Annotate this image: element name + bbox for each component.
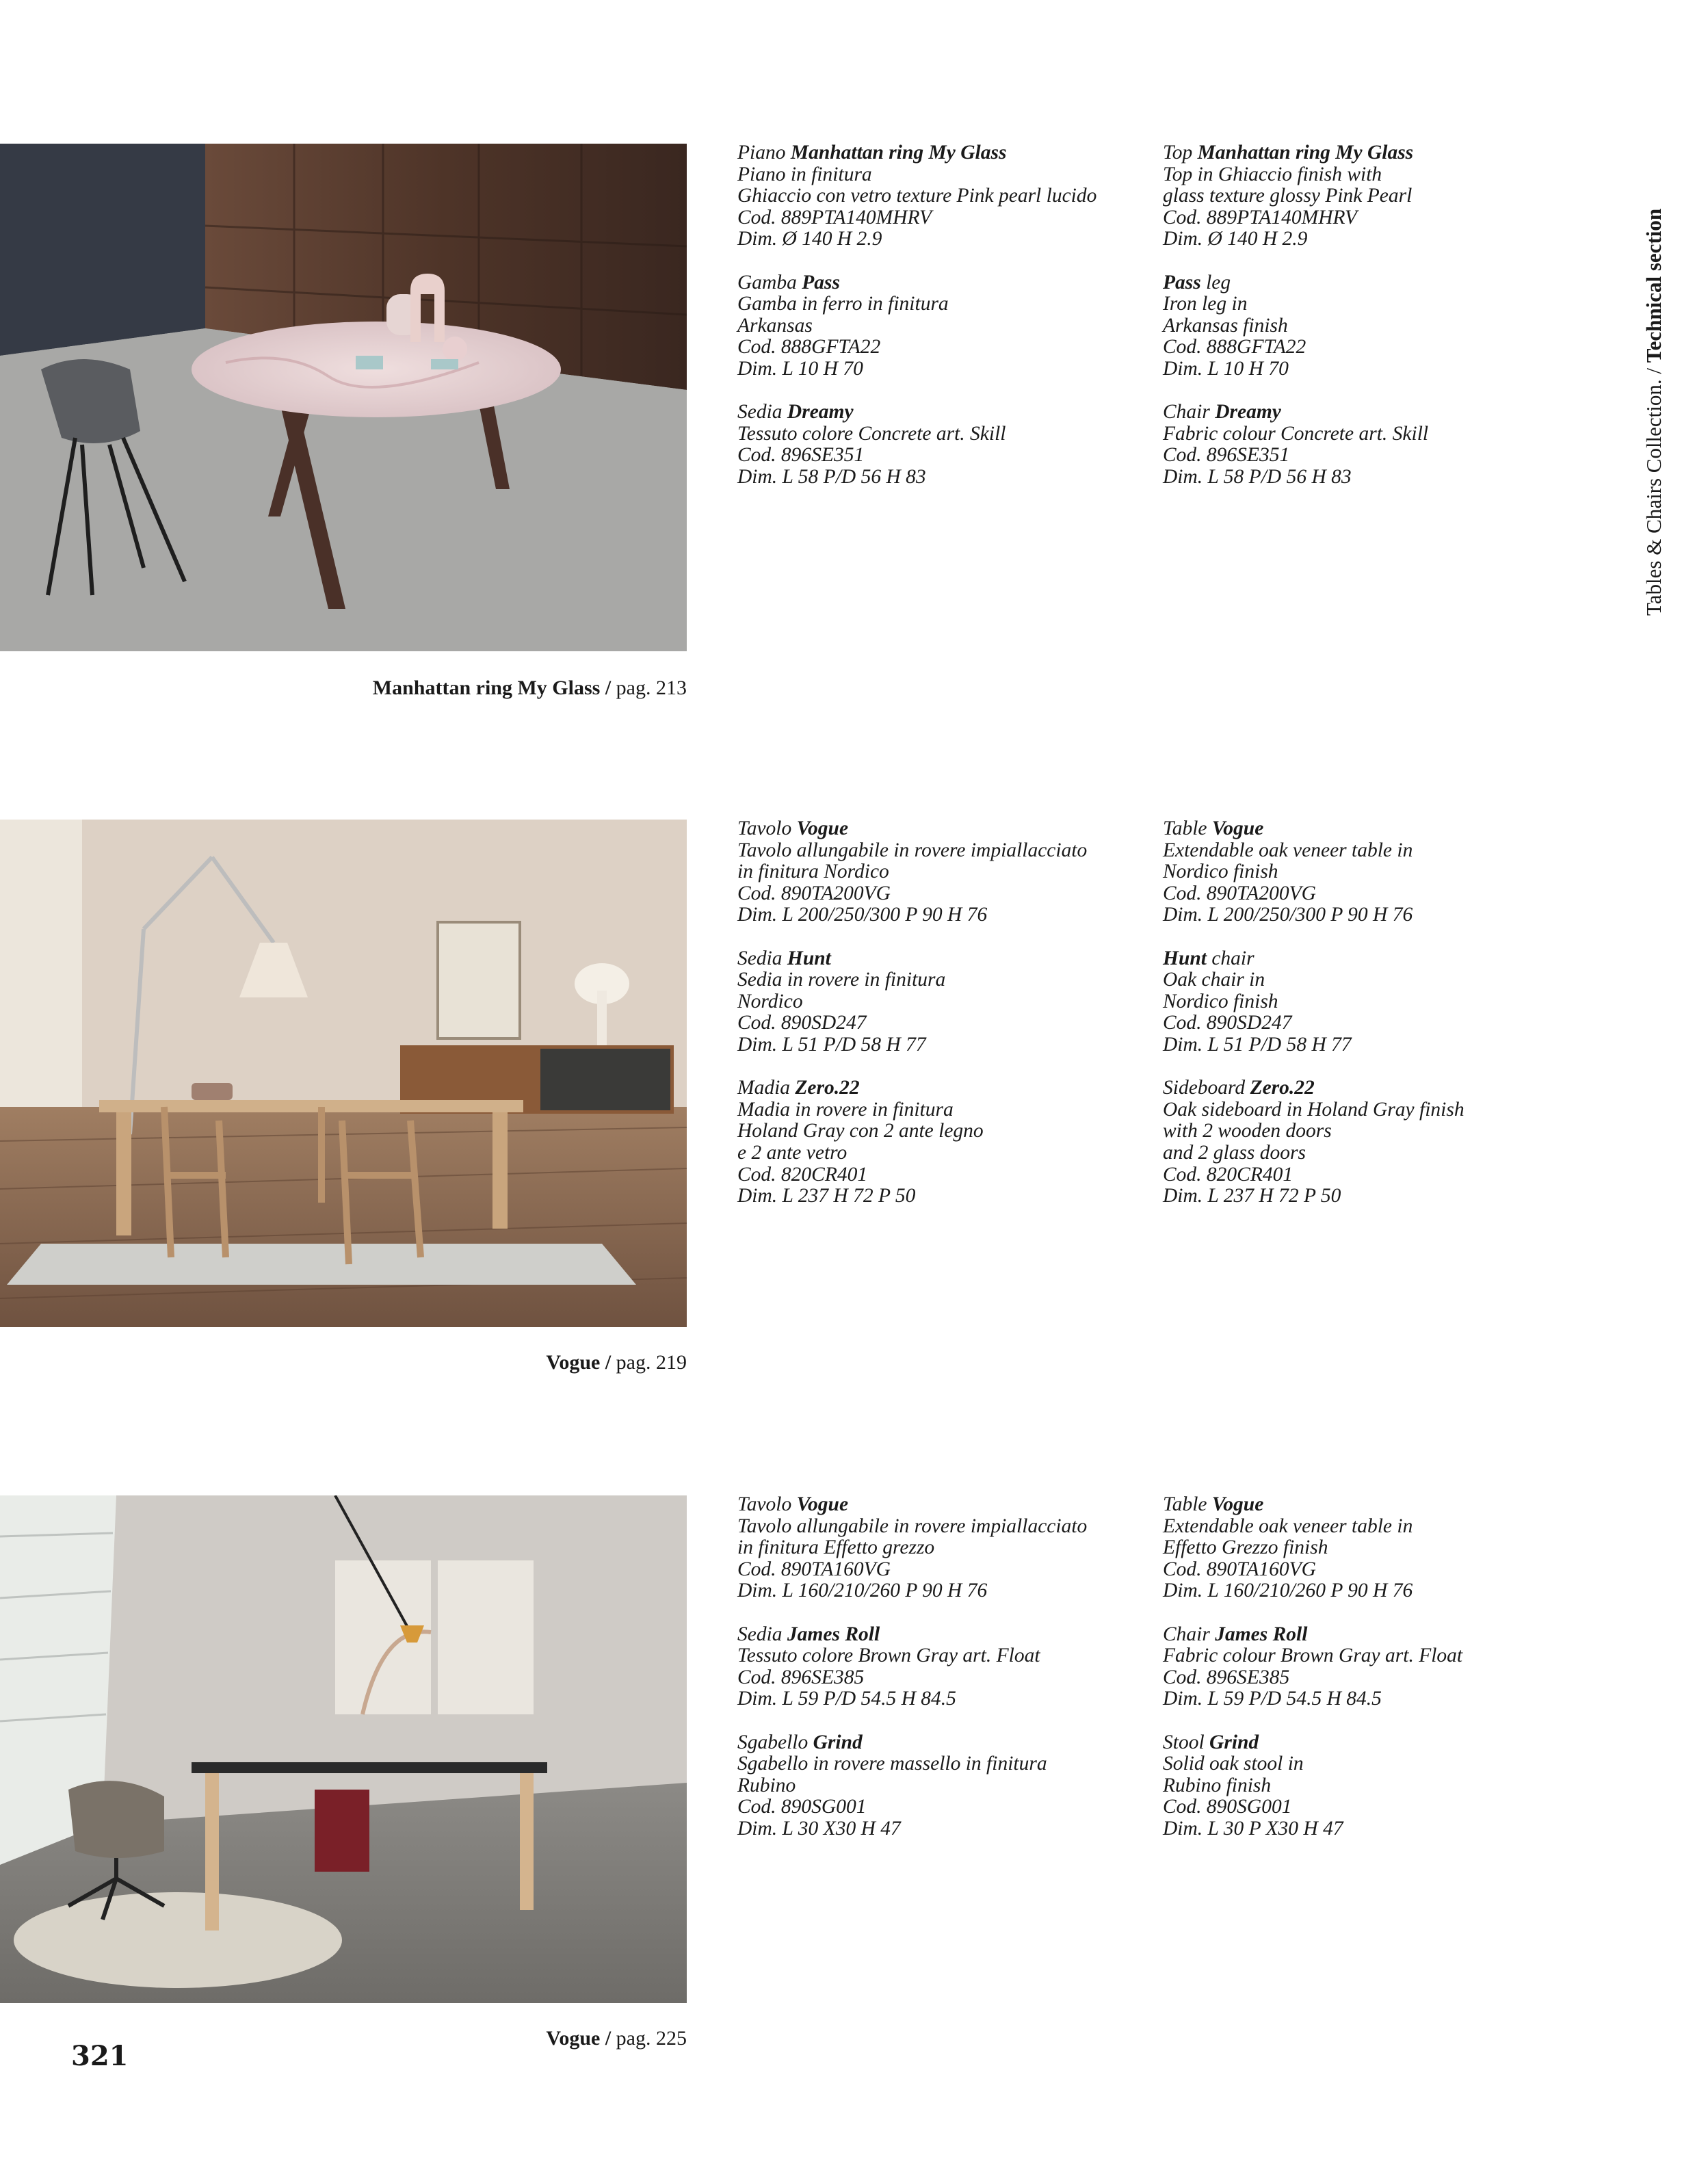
spec-line: Dim. Ø 140 H 2.9 — [737, 228, 882, 250]
spec-line: Cod. 820CR401 — [737, 1163, 868, 1186]
spec-line: Tavolo allungabile in rovere impiallacciato — [737, 839, 1088, 861]
spec-heading — [737, 1494, 1148, 1516]
spec-line: Dim. L 237 H 72 P 50 — [737, 1185, 916, 1207]
spec-heading — [737, 818, 1148, 840]
spec-suffix: leg — [1200, 271, 1231, 293]
spec-heading — [1163, 818, 1573, 840]
photo-vogue-219 — [0, 820, 687, 1327]
spec-line: Cod. 889PTA140MHRV — [1163, 206, 1358, 228]
spec-line: Dim. L 237 H 72 P 50 — [1163, 1185, 1341, 1207]
spec-entry — [1163, 1624, 1573, 1710]
spec-product-name: Vogue — [1211, 1493, 1264, 1515]
spec-line: Sedia in rovere in finitura — [737, 969, 946, 991]
spec-kind: Table — [1163, 1493, 1212, 1515]
spec-product-name: Grind — [813, 1731, 863, 1753]
spec-line: Dim. L 51 P/D 58 H 77 — [737, 1033, 926, 1056]
sidebar-collection: Tables & Chairs Collection. / — [1642, 363, 1666, 616]
spec-product-name: Dreamy — [1215, 401, 1281, 423]
spec-line: Cod. 890SG001 — [737, 1796, 867, 1818]
spec-heading — [737, 948, 1148, 970]
spec-line: Dim. L 30 X30 H 47 — [737, 1817, 901, 1840]
spec-product-name: Manhattan ring My Glass — [790, 142, 1007, 163]
spec-line: in finitura Effetto grezzo — [737, 1536, 935, 1559]
spec-heading — [1163, 1732, 1573, 1754]
spec-product-name: Hunt — [1163, 947, 1207, 969]
spec-line: Nordico — [737, 990, 803, 1012]
spec-line: Dim. L 58 P/D 56 H 83 — [1163, 465, 1352, 488]
spec-line: Iron leg in — [1163, 293, 1248, 315]
spec-line: Holand Gray con 2 ante legno — [737, 1120, 984, 1142]
spec-entry — [1163, 402, 1573, 488]
sidebar-section: Technical section — [1642, 208, 1666, 363]
specs-it-block-1 — [737, 142, 1148, 510]
spec-product-name: Zero.22 — [795, 1077, 860, 1099]
spec-line: Oak chair in — [1163, 969, 1265, 991]
spec-line: Fabric colour Brown Gray art. Float — [1163, 1645, 1463, 1667]
spec-heading — [737, 1624, 1148, 1646]
spec-line: Dim. L 200/250/300 P 90 H 76 — [1163, 904, 1413, 926]
spec-line: Fabric colour Concrete art. Skill — [1163, 422, 1429, 445]
spec-line: Cod. 896SE351 — [737, 444, 865, 467]
section-sidebar — [1640, 209, 1668, 616]
spec-line: Madia in rovere in finitura — [737, 1098, 954, 1121]
specs-en-block-3 — [1163, 1494, 1573, 1861]
caption-block-2: Vogue / pag. 219 — [546, 1351, 687, 1374]
spec-line: Tessuto colore Concrete art. Skill — [737, 422, 1006, 445]
spec-entry — [1163, 1494, 1573, 1602]
spec-line: Cod. 890SD247 — [1163, 1012, 1292, 1034]
spec-product-name: Pass — [802, 271, 840, 293]
spec-line: Cod. 890SD247 — [737, 1012, 867, 1034]
spec-kind: Chair — [1163, 1623, 1216, 1645]
spec-kind: Sedia — [737, 401, 787, 423]
spec-product-name: Vogue — [796, 1493, 849, 1515]
spec-line: Dim. L 51 P/D 58 H 77 — [1163, 1033, 1352, 1056]
spec-kind: Tavolo — [737, 817, 797, 839]
spec-line: Extendable oak veneer table in — [1163, 1515, 1413, 1537]
spec-line: Extendable oak veneer table in — [1163, 839, 1413, 861]
spec-entry — [737, 1077, 1148, 1207]
specs-it-block-3 — [737, 1494, 1148, 1861]
spec-product-name: James Roll — [787, 1623, 880, 1645]
spec-heading — [1163, 1624, 1573, 1646]
caption-block-1: Manhattan ring My Glass / pag. 213 — [372, 677, 687, 699]
spec-product-name: Grind — [1209, 1731, 1259, 1753]
spec-line: Cod. 890TA200VG — [1163, 882, 1316, 904]
spec-line: Dim. L 10 H 70 — [737, 357, 863, 380]
spec-line: Oak sideboard in Holand Gray finish — [1163, 1098, 1464, 1121]
spec-line: Dim. L 160/210/260 P 90 H 76 — [1163, 1580, 1413, 1602]
spec-kind: Chair — [1163, 401, 1216, 423]
spec-entry — [737, 1494, 1148, 1602]
spec-product-name: Pass — [1163, 271, 1201, 293]
spec-line: Cod. 890TA160VG — [737, 1558, 891, 1580]
photo-vogue-225 — [0, 1495, 687, 2003]
spec-line: Dim. L 58 P/D 56 H 83 — [737, 465, 926, 488]
spec-heading — [1163, 1494, 1573, 1516]
spec-line: in finitura Nordico — [737, 861, 889, 883]
caption-page: pag. 213 — [616, 677, 687, 699]
spec-line: Sgabello in rovere massello in finitura — [737, 1753, 1047, 1775]
caption-product: Vogue — [546, 1351, 601, 1374]
spec-kind: Sedia — [737, 947, 787, 969]
spec-line: Cod. 896SE385 — [737, 1666, 865, 1688]
spec-entry — [1163, 272, 1573, 380]
spec-product-name: Vogue — [796, 817, 849, 839]
spec-entry — [737, 1624, 1148, 1710]
specs-en-block-1 — [1163, 142, 1573, 510]
spec-line: Cod. 896SE351 — [1163, 444, 1290, 467]
spec-line: Solid oak stool in — [1163, 1753, 1304, 1775]
spec-line: Dim. Ø 140 H 2.9 — [1163, 228, 1308, 250]
spec-line: Ghiaccio con vetro texture Pink pearl lucido — [737, 185, 1097, 207]
spec-line: Cod. 890TA160VG — [1163, 1558, 1316, 1580]
spec-heading — [1163, 1077, 1573, 1099]
spec-line: glass texture glossy Pink Pearl — [1163, 185, 1413, 207]
spec-product-name: Zero.22 — [1250, 1077, 1315, 1099]
spec-entry — [1163, 818, 1573, 926]
spec-heading — [1163, 272, 1573, 294]
spec-line: Dim. L 30 P X30 H 47 — [1163, 1817, 1343, 1840]
spec-line: Piano in finitura — [737, 163, 872, 185]
spec-kind: Sgabello — [737, 1731, 813, 1753]
spec-line: Dim. L 160/210/260 P 90 H 76 — [737, 1580, 988, 1602]
spec-product-name: James Roll — [1215, 1623, 1308, 1645]
spec-heading — [737, 142, 1148, 164]
spec-kind: Top — [1163, 142, 1198, 163]
spec-entry — [1163, 1732, 1573, 1840]
spec-heading — [1163, 142, 1573, 164]
spec-line: Cod. 888GFTA22 — [1163, 336, 1306, 358]
page-number: 321 — [71, 2040, 129, 2072]
spec-entry — [1163, 948, 1573, 1056]
spec-entry — [737, 142, 1148, 250]
spec-heading — [737, 402, 1148, 423]
spec-entry — [737, 272, 1148, 380]
spec-line: Cod. 888GFTA22 — [737, 336, 881, 358]
specs-it-block-2 — [737, 818, 1148, 1229]
spec-line: and 2 glass doors — [1163, 1141, 1306, 1164]
spec-line: Arkansas finish — [1163, 314, 1288, 337]
spec-line: Dim. L 200/250/300 P 90 H 76 — [737, 904, 988, 926]
spec-heading — [737, 272, 1148, 294]
spec-line: Cod. 890SG001 — [1163, 1796, 1292, 1818]
spec-line: Effetto Grezzo finish — [1163, 1536, 1328, 1559]
spec-line: Nordico finish — [1163, 861, 1278, 883]
spec-line: Arkansas — [737, 314, 813, 337]
spec-product-name: Dreamy — [787, 401, 854, 423]
spec-line: e 2 ante vetro — [737, 1141, 848, 1164]
spec-kind: Sedia — [737, 1623, 787, 1645]
spec-kind: Table — [1163, 817, 1212, 839]
spec-kind: Tavolo — [737, 1493, 797, 1515]
spec-line: Rubino finish — [1163, 1774, 1272, 1796]
spec-line: Cod. 820CR401 — [1163, 1163, 1293, 1186]
spec-line: Dim. L 59 P/D 54.5 H 84.5 — [737, 1688, 956, 1710]
spec-entry — [737, 818, 1148, 926]
spec-entry — [737, 948, 1148, 1056]
spec-line: Cod. 896SE385 — [1163, 1666, 1290, 1688]
caption-page: pag. 219 — [616, 1351, 687, 1374]
spec-line: Nordico finish — [1163, 990, 1278, 1012]
photo-manhattan-ring — [0, 144, 687, 651]
spec-entry — [737, 1732, 1148, 1840]
spec-line: Tessuto colore Brown Gray art. Float — [737, 1645, 1040, 1667]
specs-en-block-2 — [1163, 818, 1573, 1229]
spec-line: Dim. L 10 H 70 — [1163, 357, 1289, 380]
caption-product: Vogue — [546, 2027, 601, 2050]
spec-line: Cod. 889PTA140MHRV — [737, 206, 932, 228]
caption-product: Manhattan ring My Glass — [372, 677, 601, 699]
spec-product-name: Hunt — [787, 947, 831, 969]
spec-line: Tavolo allungabile in rovere impiallacciato — [737, 1515, 1088, 1537]
spec-line: with 2 wooden doors — [1163, 1120, 1332, 1142]
spec-heading — [1163, 948, 1573, 970]
caption-page: pag. 225 — [616, 2027, 687, 2050]
spec-heading — [737, 1732, 1148, 1754]
spec-kind: Sideboard — [1163, 1077, 1250, 1099]
spec-kind: Madia — [737, 1077, 796, 1099]
spec-heading — [737, 1077, 1148, 1099]
spec-suffix: chair — [1206, 947, 1254, 969]
spec-product-name: Vogue — [1211, 817, 1264, 839]
spec-entry — [737, 402, 1148, 488]
spec-line: Rubino — [737, 1774, 796, 1796]
spec-line: Top in Ghiaccio finish with — [1163, 163, 1382, 185]
spec-entry — [1163, 142, 1573, 250]
spec-entry — [1163, 1077, 1573, 1207]
spec-kind: Gamba — [737, 271, 802, 293]
spec-kind: Piano — [737, 142, 791, 163]
spec-line: Gamba in ferro in finitura — [737, 293, 949, 315]
caption-block-3: Vogue / pag. 225 — [546, 2027, 687, 2050]
spec-kind: Stool — [1163, 1731, 1210, 1753]
spec-line: Cod. 890TA200VG — [737, 882, 891, 904]
spec-product-name: Manhattan ring My Glass — [1197, 142, 1414, 163]
spec-heading — [1163, 402, 1573, 423]
spec-line: Dim. L 59 P/D 54.5 H 84.5 — [1163, 1688, 1382, 1710]
